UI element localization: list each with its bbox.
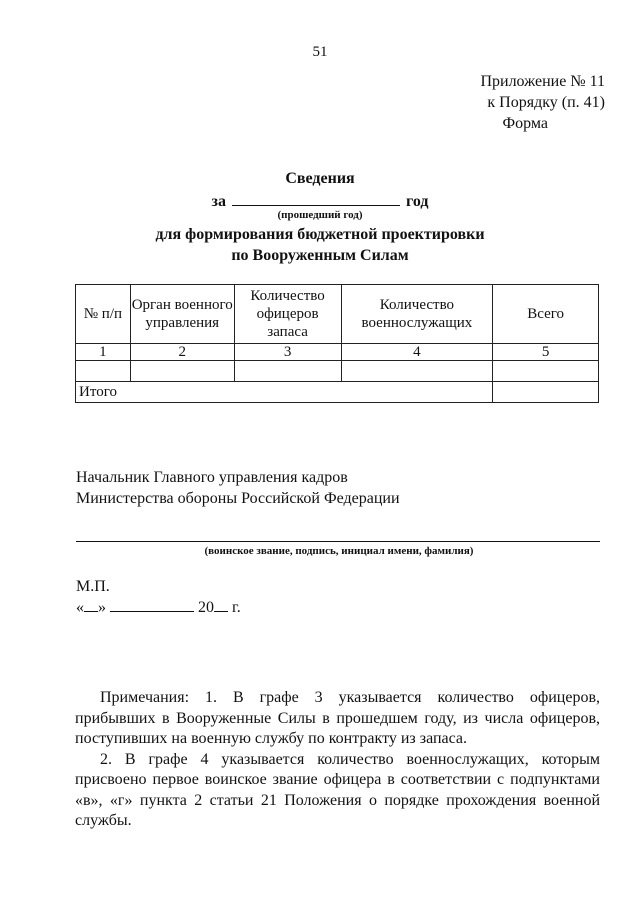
stamp-placeholder: М.П. — [76, 578, 110, 595]
appendix-line-2: к Порядку (п. 41) — [487, 94, 605, 111]
date-year-field[interactable] — [214, 597, 228, 612]
page-number: 51 — [312, 44, 328, 60]
column-number: 5 — [493, 344, 599, 361]
table-header-row — [76, 285, 599, 344]
note-1: Примечания: 1. В графе 3 указывается количество офицеров, прибывших в Вооруженные Силы в прошедшем году, из числа офицеров, поступивших на военную службу по контракту из запаса. — [75, 689, 600, 747]
appendix-form-label: Форма — [502, 115, 548, 132]
document-title: Сведения — [285, 170, 355, 187]
total-value-cell[interactable] — [493, 382, 599, 403]
column-number: 2 — [130, 344, 234, 361]
header-cell-organ: Орган военного управления — [130, 285, 234, 344]
column-number: 3 — [234, 344, 341, 361]
date-day-field[interactable] — [84, 597, 98, 612]
column-number: 1 — [76, 344, 131, 361]
subtitle-line-2: по Вооруженным Силам — [231, 247, 409, 264]
date-year-prefix: 20 — [198, 599, 214, 616]
signature-hint: (воинское звание, подпись, инициал имени, фамилия) — [204, 545, 474, 557]
date-row — [76, 597, 241, 617]
table-cell[interactable] — [234, 361, 341, 382]
appendix-header — [420, 71, 605, 134]
period-hint: (прошедший год) — [277, 209, 363, 221]
notes-section — [75, 688, 600, 832]
header-cell-reserve-officers: Количество офицеров запаса — [234, 285, 341, 344]
total-label: Итого — [76, 382, 493, 403]
chief-line-2: Министерства обороны Российской Федерации — [76, 490, 400, 507]
date-month-field[interactable] — [110, 597, 194, 612]
signature-line[interactable] — [76, 541, 600, 542]
table-row — [76, 361, 599, 382]
total-row — [76, 382, 599, 403]
period-prefix: за — [211, 193, 226, 210]
note-2: 2. В графе 4 указывается количество военнослужащих, которым присвоено первое воинское звание офицера в соответствии с подпунктами «в», «г» пункта 2 статьи 21 Положения о порядке прохождения военной службы. — [75, 750, 600, 829]
column-number: 4 — [341, 344, 493, 361]
date-close-quote: » — [98, 599, 106, 616]
header-cell-total: Всего — [493, 285, 599, 344]
period-year-field[interactable] — [232, 191, 400, 206]
data-table — [75, 284, 599, 403]
subtitle-line-1: для формирования бюджетной проектировки — [155, 226, 485, 243]
chief-title — [76, 467, 400, 509]
period-suffix: год — [405, 193, 429, 210]
appendix-line-1: Приложение № 11 — [480, 73, 605, 90]
header-cell-number: № п/п — [76, 285, 131, 344]
document-subtitle — [0, 224, 640, 266]
period-row — [0, 191, 640, 211]
date-open-quote: « — [76, 599, 84, 616]
date-year-suffix: г. — [232, 599, 241, 616]
column-number-row — [76, 344, 599, 361]
table-cell[interactable] — [341, 361, 493, 382]
table-cell[interactable] — [130, 361, 234, 382]
header-cell-servicemen: Количество военнослужащих — [341, 285, 493, 344]
chief-line-1: Начальник Главного управления кадров — [76, 469, 348, 486]
table-cell[interactable] — [76, 361, 131, 382]
table-cell[interactable] — [493, 361, 599, 382]
